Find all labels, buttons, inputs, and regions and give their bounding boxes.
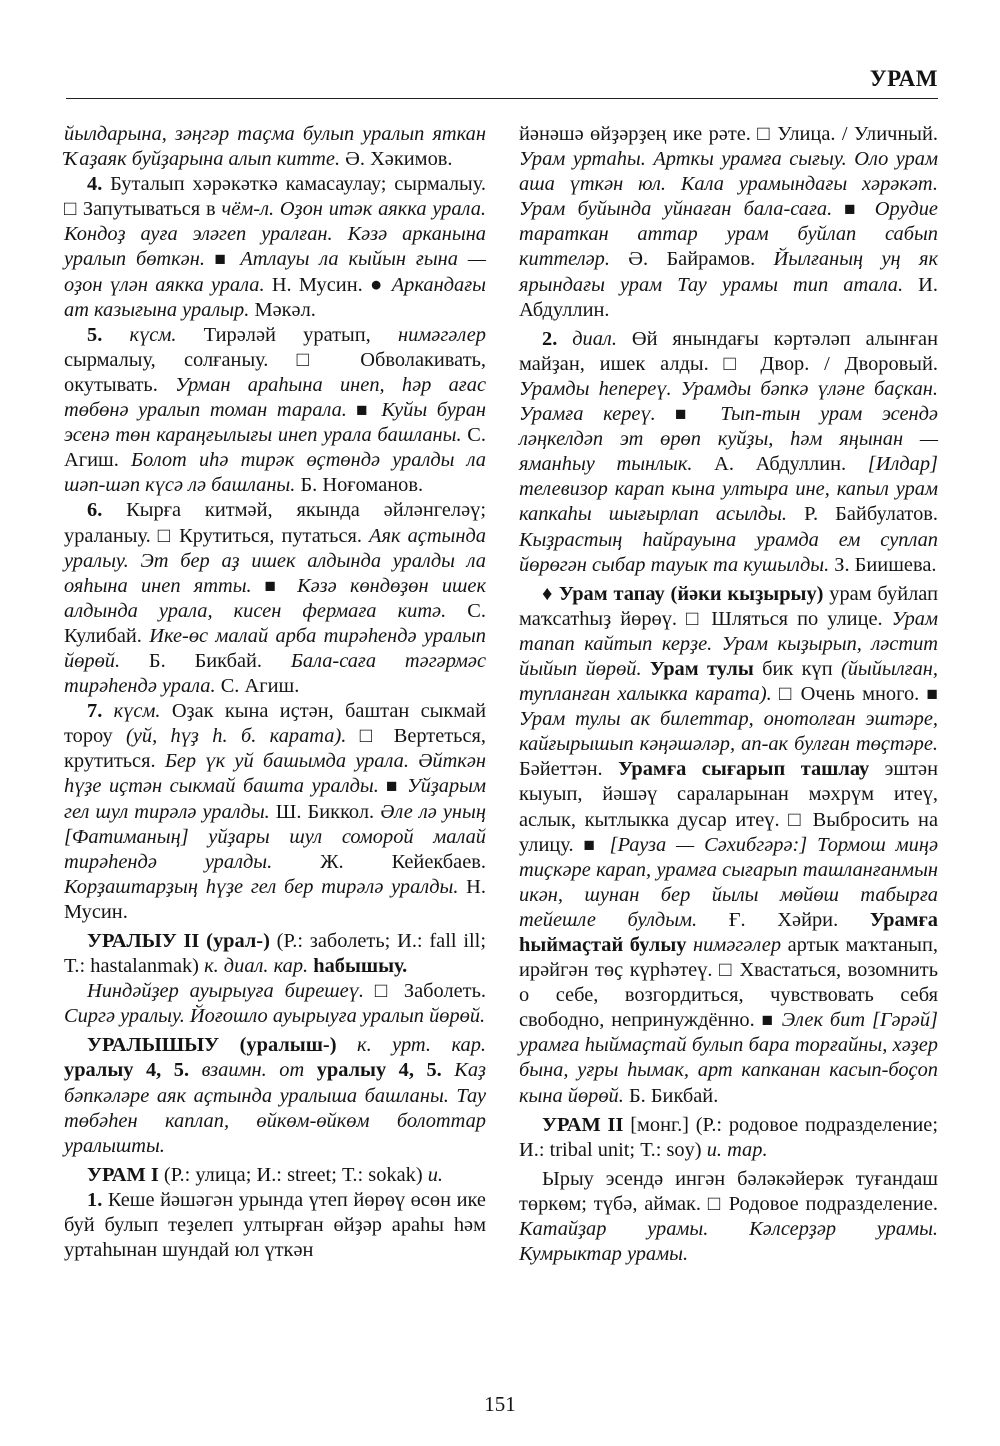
example-text: [Рауза — Сәхибгәрә:] Тормош миңә тиҫкәре карап, урамға сығарып ташланғанмын икән, шунан бер йылы мөйөш табырға тейешле булдым.	[519, 833, 938, 931]
sense-number: 1.	[87, 1188, 103, 1211]
cross-ref: уралыу 4, 5.	[304, 1059, 442, 1082]
example-text: Урман араһына инеп, һәр ағас төбөнә уралып томан тарала.	[64, 373, 486, 422]
example-text: Ике-өс малай арба тирәһендә уралып йөрөй.	[64, 624, 486, 672]
cross-ref: һабышыу.	[308, 955, 408, 978]
example-text: Кәзә көндөҙөн ишек алдында урала, кисен фермаға китә.	[64, 574, 487, 622]
headword: УРАЛЫШЫУ (уралыш-)	[87, 1034, 337, 1057]
example-text: Элек бит [Гәрәй] урамға һыймаҫтай булып бара торғайны, хәҙер бына, уғры һымак, арт капканан касып-боҫоп кына йөрөй.	[519, 1009, 938, 1107]
definition: Буталып хәрәкәткә камасаулау; сырмалыу. □ Запутываться в	[64, 173, 486, 221]
definition: Тирәләй уратып,	[176, 323, 398, 346]
label: взаимн. от	[189, 1059, 305, 1082]
author-ref: И. Абдуллин.	[519, 273, 938, 321]
example-text: Орудие тараткан аттар урам буйлап сабып киттеләр.	[519, 198, 938, 271]
headword-uralyshyu	[64, 1033, 486, 1158]
headword: УРАЛЫУ II (урал-)	[87, 930, 270, 952]
example-text: Катайҙар урамы. Кәлсерҙәр урамы. Кумрыктар урамы.	[519, 1218, 938, 1266]
sense-2	[519, 327, 938, 578]
sense-number: 6.	[87, 499, 103, 522]
label: нимәгәлер	[397, 323, 486, 346]
definition: бик күп	[753, 657, 841, 680]
label: к. диал. кар.	[204, 955, 309, 978]
author-ref: Б. Ноғоманов.	[295, 474, 424, 497]
headword-uralyu-2	[64, 929, 486, 979]
example-text: Урамды һепереү. Урамды бәпкә үләне баҫкан. Урамға кереү.	[519, 377, 938, 426]
translations: (Р.: заболеть; И.: fall ill; Т.: hastalanmak)	[64, 930, 486, 978]
entry-paragraph	[519, 122, 938, 323]
author-ref: Ш. Биккол.	[269, 800, 381, 823]
definition: артык маҡтанып, ирәйгән төҫ күрһәтеү. □ Хвастаться, возомнить о себе, возгордиться, чувствовать себя свободно, непринуждённо.	[519, 934, 938, 1032]
running-head: УРАМ	[869, 66, 938, 91]
example-text: [Илдар] телевизор карап кына ултыра ине, капыл урам капкаһы шығырлап асылды.	[519, 453, 938, 526]
definition: Ниндәйҙер ауырыуға бирешеү.	[87, 980, 364, 1003]
phraseology-block	[519, 582, 938, 1109]
source-ref: Мәкәл.	[249, 298, 316, 321]
label: (уй, һүҙ һ. б. карата).	[126, 725, 347, 748]
translation: □ Заболеть.	[364, 980, 486, 1003]
label: к. урт. кар.	[336, 1034, 486, 1057]
headword-uram-2	[519, 1113, 938, 1163]
sense-number: 7.	[87, 700, 103, 723]
author-ref: Н. Мусин. ●	[264, 273, 392, 296]
author-ref: Б. Бикбай.	[120, 649, 291, 672]
example-text: йылдарына, зәңгәр таҫма булып уралып яткан Ҡаҙаяк буйҙарына алып китте.	[64, 123, 486, 171]
author-ref: С. Агиш.	[215, 675, 300, 698]
definition: Оҙак кына иҫтән, баштан сыкмай тороу	[64, 700, 486, 748]
example-text: Куйы буран эсенә төн караңғылығы инеп урала башланы.	[64, 399, 487, 447]
example-text: Кыҙрастың һайрауына урамда ем суплап йөрөгән сыбар тауык та кушылды.	[519, 528, 938, 576]
author-ref: Н. Мусин.	[64, 875, 487, 923]
example-text: Аяк аҫтында уралыу. Эт бер аҙ ишек алдында уралды ла ояһына инеп ятты.	[64, 524, 486, 597]
entry-paragraph	[64, 122, 486, 172]
cross-ref: уралыу 4, 5.	[64, 1059, 190, 1082]
square-marker: ■	[761, 1010, 775, 1032]
square-marker: ■	[583, 834, 600, 856]
definition: Кеше йәшәгән урында үтеп йөрөү өсөн ике буй булып теҙелеп ултырған өйҙәр араһы һәм уртаһынан шундай юл үткән	[64, 1188, 486, 1262]
author-ref: Ә. Байрамов.	[609, 248, 774, 271]
example-text: Сиргә уралыу. Йоғошло ауырыуға уралып йөрөй.	[64, 1005, 486, 1028]
square-marker: ■	[251, 575, 298, 597]
right-column	[519, 122, 938, 1267]
sense-number: 4.	[87, 173, 103, 196]
definition-paragraph	[64, 979, 486, 1029]
author-ref: С. Кулибай.	[64, 599, 487, 647]
example-text: Бер үк уй башымда урала. Әйткән һүҙе иҫтән сыкмай башта уралды.	[64, 750, 486, 798]
translation: □ Очень много.	[771, 683, 927, 706]
definition-paragraph	[519, 1167, 938, 1267]
square-marker: ■	[204, 249, 241, 271]
example-text: Каҙ бәпкәләре аяк аҫтында уралыша башланы. Тау төбәһен каплап, өйкөм-өйкөм болоттар уралышты.	[64, 1059, 486, 1157]
author-ref: З. Биишева.	[829, 553, 937, 576]
definition: Кырға китмәй, якында әйләнгеләү; ураланыу. □ Крутиться, путаться.	[64, 499, 486, 547]
definition: эштән кыуып, йәшәү сараларынан мәхрүм итеү, аслык, кытлыкка дусар итеү. □ Выбросить на улицу.	[519, 758, 938, 856]
sense-4	[64, 172, 486, 323]
translations: (Р.: улица; И.: street; Т.: sokak)	[158, 1163, 428, 1186]
left-column	[64, 122, 486, 1263]
definition: йәнәшә өйҙәрҙең ике рәте. □ Улица. / Уличный.	[519, 123, 938, 145]
example-text: Урам уртаһы. Арткы урамға сығыу. Оло урам аша үткән юл. Кала урамындағы хәрәкәт. Урам буйында уйнаған бала-саға.	[519, 148, 938, 221]
example-text: Болот иһә тирәк өҫтөндә уралды ла шәп-шәп күсә лә башланы.	[64, 449, 486, 497]
phrase-headword: Урамға һыймаҫтай булыу	[519, 908, 938, 956]
header-rule	[66, 98, 938, 99]
square-marker: ■	[832, 199, 875, 221]
example-text: Урам тапап кайтып керҙе. Урам кыҙырып, ләстит йыйып йөрөй.	[519, 607, 938, 680]
square-marker: ■	[926, 684, 938, 706]
example-text: чём-л. Оҙон итәк аякка урала. Кондоҙ ауға эләгеп уралған. Кәзә арканына уралып бөткән.	[64, 198, 486, 271]
author-ref: Ж. Кейекбаев.	[272, 850, 486, 873]
example-text: Бала-саға тәгәрмәс тирәһендә урала.	[64, 649, 486, 698]
sense-number: 2.	[542, 327, 558, 350]
label: нимәгәлер	[686, 934, 782, 956]
example-text: Тып-тын урам эсендә ләңкелдәп эт өрөп куйҙы, һәм яңынан — яманһыу тынлык.	[519, 403, 938, 476]
sense-6	[64, 498, 486, 699]
sense-1	[64, 1188, 486, 1263]
author-ref: Р. Байбулатов.	[787, 503, 938, 526]
author-ref: Б. Бикбай.	[623, 1084, 719, 1107]
translations: [монг.] (Р.: родовое подразделение; И.: tribal unit; Т.: soy)	[519, 1113, 939, 1161]
phrase-headword: Урамға сығарып ташлау	[618, 758, 870, 781]
square-marker: ■	[346, 400, 382, 422]
label: күсм.	[102, 700, 161, 723]
label: (йыйылған, тупланған халыкка карата).	[519, 657, 938, 706]
sense-5	[64, 323, 486, 499]
proverb-text: Аркандағы ат казығына уралыр.	[64, 273, 486, 321]
source-ref: Бәйеттән.	[519, 758, 619, 781]
headword: УРАМ I	[87, 1163, 159, 1186]
label: диал.	[557, 327, 617, 350]
example-text: Әле лә уның [Фатиманың] уйҙары шул соморой малай тирәһендә уралды.	[64, 800, 486, 873]
label: күсм.	[102, 323, 177, 346]
page-number: 151	[484, 1392, 516, 1416]
label: и.	[427, 1163, 444, 1186]
definition: Ырыу эсендә ингән бәләкәйерәк туғандаш төркөм; түбә, аймак. □ Родовое подразделение.	[519, 1167, 938, 1215]
headword: УРАМ II	[542, 1113, 624, 1136]
square-marker: ■	[378, 776, 408, 798]
example-text: Уйҙарым гел шул тирәлә уралды.	[64, 775, 486, 823]
example-text: Урам тулы ак билеттар, онотолған эштәре, кайғырышып кәңәшәләр, ап-ак булған төҫтәре.	[519, 708, 938, 756]
label: и. тар.	[706, 1138, 768, 1161]
headword-uram-1	[64, 1163, 486, 1188]
author-ref: А. Абдуллин.	[692, 453, 868, 476]
definition: Өй янындағы кәртәләп алынған майҙан, ишек алды. □ Двор. / Дворовый.	[519, 327, 938, 375]
phrase-headword: Урам тулы	[641, 657, 754, 680]
sense-7	[64, 699, 486, 925]
definition: сырмалыу, солғаныу. □ Обволакивать, окутывать.	[64, 348, 486, 396]
square-marker: ■	[655, 404, 721, 426]
diamond-marker: ♦	[542, 582, 554, 605]
author-ref: Ғ. Хәйри.	[697, 908, 870, 931]
definition: □ Вертеться, крутиться.	[64, 725, 486, 773]
example-text: Корҙаштарҙың һүҙе гел бер тирәлә уралды.	[64, 875, 459, 898]
author-ref: Ә. Хәкимов.	[340, 148, 453, 171]
author-ref: С. Агиш.	[64, 424, 486, 472]
example-text: Атлауы ла кыйын ғына — оҙон үлән аякка урала.	[64, 248, 486, 296]
sense-number: 5.	[87, 323, 103, 346]
definition: урам буйлап маҡсатһыҙ йөрөү. □ Шляться по улице.	[519, 582, 938, 630]
phrase-headword: Урам тапау (йәки кыҙырыу)	[553, 582, 824, 605]
example-text: Йылғаның уң як ярындағы урам Тау урамы тип атала.	[519, 248, 938, 296]
